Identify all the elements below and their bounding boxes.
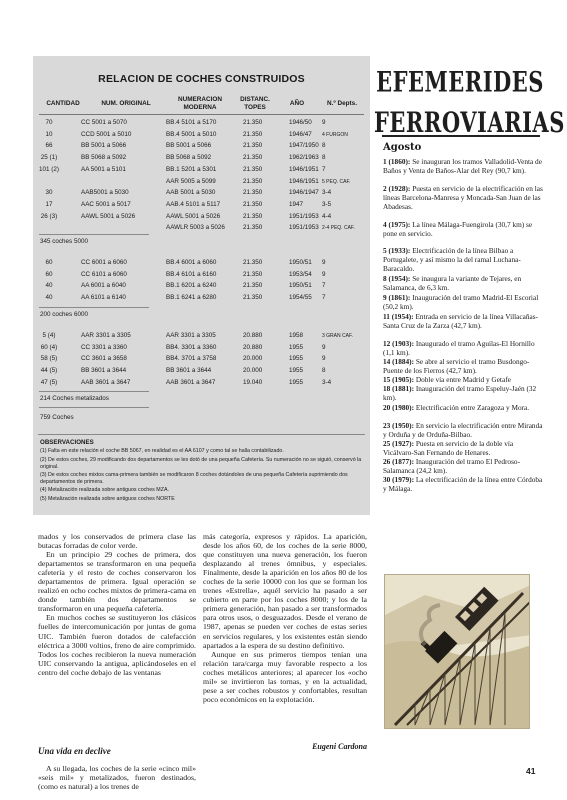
table-cell: 21.350: [243, 189, 263, 197]
table-cell: AAB 5001 a 5030: [166, 189, 216, 197]
table-row: [33, 223, 370, 233]
efemeride-item: [383, 247, 543, 273]
header-n-depts: N.º Depts.: [326, 100, 358, 107]
efemeride-item: [383, 313, 543, 331]
table-row: [33, 188, 370, 198]
efemeride-item: [383, 458, 543, 476]
efemeride-text: Inaugurado el tramo Aguilas-El Hornillo (1,1 km).: [383, 339, 535, 357]
observations-title: OBSERVACIONES: [40, 439, 94, 446]
efemeride-date: 23 (1950):: [383, 421, 415, 430]
table-cell: 26 (3): [40, 212, 58, 220]
author-signature: Eugeni Cardona: [312, 742, 367, 751]
article-paragraph: mados y los conservados de primera clase las butacas forradas de color verde.: [38, 532, 196, 551]
table-cell: 1946/47: [289, 130, 312, 138]
efemeride-item: [383, 385, 543, 403]
efemeride-item: [383, 404, 543, 413]
table-cell: BB.1 5201 a 5301: [166, 165, 217, 173]
table-cell: 30: [45, 189, 53, 197]
page-number: 41: [526, 766, 536, 776]
table-cell: BB.1 6201 a 6240: [166, 282, 217, 290]
table-cell: AAR 3301 a 3305: [81, 332, 131, 339]
summary-5000: 345 coches 5000: [40, 238, 88, 245]
efemeride-item: [383, 185, 543, 211]
article-paragraph: más categoría, expresos y rápidos. La aparición, desde los años 60, de los coches de la serie 8000, que constituyen una nueva generación, los fueron desplazando al trenes ómnibus, y especiales. Finalmente, desde la aparición en los años 80 de los coches de la serie 10000 con los que se forman los trenes «Estrella», aquél servicio ha pasado a ser cubierto en parte por los coches 8000; y los de la primera generación, han pasado a ser transformados para otros usos, o desguazados. Desde el verano de 1987, apenas se pueden ver coches de estas series en servicios regulares, y los existentes están siendo apartados a la espera de su destino definitivo.: [203, 532, 367, 650]
table-cell: 1958: [289, 332, 304, 339]
note-1: (1) Falta en este relación el coche BB 5067, en realidad es el AA 6107 y como tal se halla contabilizado.: [40, 448, 284, 454]
table-cell: AAB.4 5101 a 5117: [166, 200, 221, 208]
table-cell: BB4. 3701 a 3758: [166, 355, 217, 363]
article-paragraph: Aunque en sus primeros tiempos tenían una relación tara/carga muy favorable respecto a los coches metálicos anteriores; al aparecer los «ocho mil» se invirtieron las tornas, y en la actualidad, pese a ser coches robustos y confortables, resultan poco económicos en la explotación.: [203, 649, 367, 704]
table-cell: 21.350: [243, 270, 263, 278]
table-cell: 58 (5): [40, 355, 58, 363]
efemeride-text: Se inauguran los tramos Valladolid-Venta de Baños y Venta de Baños-Alar del Rey (90,7 km).: [383, 157, 542, 175]
table-cell: 4 FURGON: [322, 131, 348, 138]
table-cell: 21.350: [243, 282, 263, 290]
efemeride-date: 12 (1903):: [383, 339, 415, 348]
table-cell: 9: [322, 270, 326, 278]
article-column-2: [203, 532, 367, 704]
efemeride-date: 9 (1861):: [383, 293, 411, 302]
table-row: [33, 343, 370, 353]
table-cell: AAWLR 5003 a 5026: [166, 224, 225, 232]
table-cell: AAR 3301 a 3305: [166, 332, 216, 339]
table-cell: 19.040: [243, 378, 263, 386]
efemerides-month: Agosto: [383, 142, 422, 153]
separator: [39, 407, 149, 408]
efemeride-date: 18 (1881):: [383, 384, 415, 393]
efemeride-text: La electrificación de la línea entre Córdoba y Málaga.: [383, 475, 543, 493]
funicular-train-icon: [385, 575, 530, 729]
efemerides-title-line2: FERROVIARIAS: [374, 105, 565, 139]
table-cell: 21.350: [243, 224, 263, 232]
table-cell: 8: [322, 154, 326, 162]
table-cell: 60 (4): [40, 343, 58, 351]
table-cell: 1950/51: [289, 259, 312, 266]
table-cell: BB 5001 a 5066: [166, 142, 212, 150]
table-cell: 3-4: [322, 189, 332, 197]
table-cell: 1947/1950: [289, 142, 319, 150]
efemeride-item: [383, 294, 543, 312]
table-cell: AAWL 5001 a 5026: [166, 212, 221, 220]
table-cell: BB 3601 a 3644: [81, 367, 127, 375]
efemeride-item: [383, 340, 543, 358]
table-row: [33, 366, 370, 376]
table-row: [33, 258, 370, 268]
efemeride-text: Electrificación entre Zaragoza y Mora.: [415, 403, 530, 412]
header-cantidad: CANTIDAD: [46, 100, 80, 107]
table-cell: CC 3601 a 3658: [81, 355, 127, 363]
table-cell: 1950/51: [289, 282, 312, 290]
table-cell: 9: [322, 355, 326, 363]
table-cell: 3-5: [322, 200, 332, 208]
table-cell: 8: [322, 142, 326, 150]
table-cell: 21.350: [243, 294, 263, 302]
table-cell: BB 5068 a 5092: [166, 154, 212, 162]
article-paragraph: En un principio 29 coches de primera, dos departamentos se transformaron en una pequeña cafetería y el resto de coches conservaron los departamentos de primera. Igual operación se realizó en ocho coches mixtos de primera-cama en donde también dos departamentos se transformaron en una pequeña cafetería.: [38, 550, 196, 614]
efemeride-text: Se abre al servicio el tramo Busdongo-Puente de los Fierros (42,7 km).: [383, 357, 530, 375]
table-cell: 7: [322, 165, 326, 173]
table-cell: AAB 3601 a 3647: [166, 378, 216, 386]
article-paragraph: En muchos coches se sustituyeron los clásicos fuelles de intercomunicación por juntas de goma UIC. También fueron dotados de calefacción eléctrica a 3000 voltios, freno de aire comprimido. Todos los coches recibieron la nueva numeración UIC conservando la antigua, aplicándoseles en el centro del coche debajo de las ventanas: [38, 613, 196, 677]
efemeride-date: 15 (1905):: [383, 375, 415, 384]
table-row: [33, 153, 370, 163]
table-cell: 60: [45, 270, 53, 278]
table-row: [33, 165, 370, 175]
efemerides-panel: [374, 56, 565, 520]
table-row: [33, 331, 370, 341]
efemeride-text: Puesta en servicio de la electrificación en las líneas Barcelona-Manresa y Moncada-San Juan de las Abadesas.: [383, 184, 543, 211]
table-cell: 10: [45, 130, 53, 138]
table-cell: 101 (2): [39, 165, 59, 173]
table-row: [33, 200, 370, 210]
table-cell: 1955: [289, 343, 304, 351]
efemeride-date: 14 (1884):: [383, 357, 415, 366]
article-paragraph: A su llegada, los coches de la serie «cinco mil» «seis mil» y metalizados, fueron destinados, (como es natural) a los trenes de: [38, 764, 196, 792]
efemerides-title: [374, 62, 565, 143]
table-cell: 40: [45, 282, 53, 290]
efemeride-item: [383, 440, 543, 458]
note-2: (2) De estos coches, 29 modificando dos departamentos se les dotó de una pequeña Cafetería. Su numeración no se siguió, conservó la original.: [40, 457, 362, 470]
table-cell: BB 3601 a 3644: [166, 367, 212, 375]
efemeride-date: 5 (1933):: [383, 246, 411, 255]
separator: [39, 234, 149, 235]
efemeride-text: Inauguración del tramo Madrid-El Escorial (50,2 km).: [383, 293, 539, 311]
table-cell: AA 6101 a 6140: [81, 294, 126, 302]
table-cell: 1954/55: [289, 294, 312, 302]
table-cell: 4-4: [322, 212, 332, 220]
table-row: [33, 212, 370, 222]
table-cell: AAC 5001 a 5017: [81, 200, 131, 208]
table-cell: 1947: [289, 200, 304, 208]
table-cell: BB.4 6001 a 6060: [166, 259, 217, 266]
table-row: [33, 354, 370, 364]
efemerides-title-line1: EFEMERIDES: [376, 64, 544, 99]
table-cell: AAWL 5001 a 5026: [81, 212, 136, 220]
table-cell: 1951/1953: [289, 212, 319, 220]
table-cell: 25 (1): [40, 154, 58, 162]
header-divider: [39, 114, 364, 115]
table-cell: 17: [45, 200, 53, 208]
table-cell: BB 5001 a 5066: [81, 142, 127, 150]
table-cell: 5 PEQ. CAF.: [322, 178, 351, 185]
article-column-1-continued: [38, 764, 196, 791]
table-cell: 66: [45, 142, 53, 150]
table-cell: 9: [322, 119, 326, 126]
table-cell: 1946/1947: [289, 189, 319, 197]
table-cell: AA 6001 a 6040: [81, 282, 126, 290]
efemeride-text: La línea Málaga-Fuengirola (30,7 km) se pone en servicio.: [383, 220, 533, 238]
note-5: (5) Metalización realizada sobre antiguos coches NORTE: [40, 496, 175, 502]
table-cell: 21.350: [243, 142, 263, 150]
summary-metalizados: 214 Coches metalizados: [40, 395, 109, 402]
header-numeracion-moderna: NUMERACION MODERNA: [177, 96, 223, 111]
table-cell: 5 (4): [42, 332, 56, 339]
efemeride-item: [383, 476, 543, 494]
observations-box: [38, 434, 365, 512]
table-cell: 21.350: [243, 200, 263, 208]
efemeride-text: Se inaugura la variante de Tejares, en Salamanca, de 6,3 km.: [383, 274, 522, 292]
table-cell: 1955: [289, 378, 304, 386]
table-cell: 9: [322, 343, 326, 351]
efemeride-date: 2 (1928):: [383, 184, 411, 193]
efemeride-item: [383, 422, 543, 440]
coaches-table-panel: [33, 56, 370, 515]
efemeride-text: En servicio la electrificación entre Miranda y Orduña y de Orduña-Bilbao.: [383, 421, 543, 439]
separator: [39, 391, 149, 392]
header-ano: AÑO: [289, 100, 305, 107]
table-title: RELACION DE COCHES CONSTRUIDOS: [98, 73, 305, 85]
table-cell: CC 3301 a 3360: [81, 343, 127, 351]
table-cell: 21.350: [243, 154, 263, 162]
table-cell: 20.000: [243, 355, 263, 363]
table-cell: BB 5068 a 5092: [81, 154, 127, 162]
table-row: [33, 281, 370, 291]
table-cell: 7: [322, 282, 326, 290]
table-cell: 70: [45, 119, 53, 126]
table-cell: 7: [322, 294, 326, 302]
table-cell: 20.880: [243, 332, 263, 339]
efemeride-date: 20 (1980):: [383, 403, 415, 412]
table-cell: 60: [45, 259, 53, 266]
header-distanc-topes: DISTANC. TOPES: [240, 96, 270, 111]
efemeride-date: 1 (1860):: [383, 157, 411, 166]
separator: [39, 307, 149, 308]
table-cell: 1955: [289, 355, 304, 363]
header-num-original: NUM. ORIGINAL: [101, 100, 151, 107]
efemeride-text: Puesta en servicio de la doble vía Vicálvaro-San Fernando de Henares.: [383, 439, 514, 457]
efemeride-text: Entrada en servicio de la línea Villacañas-Santa Cruz de la Zarza (42,7 km).: [383, 312, 539, 330]
table-cell: BB.4 5001 a 5010: [166, 130, 217, 138]
table-cell: AAB5001 a 5030: [81, 189, 129, 197]
table-row: [33, 293, 370, 303]
efemeride-date: 8 (1954):: [383, 274, 411, 283]
table-cell: 40: [45, 294, 53, 302]
table-cell: 20.880: [243, 343, 263, 351]
table-cell: CCD 5001 a 5010: [81, 130, 132, 138]
table-row: [33, 177, 370, 187]
funicular-illustration: [384, 574, 530, 729]
table-row: [33, 118, 370, 128]
table-cell: 21.350: [243, 212, 263, 220]
table-cell: AAB 3601 a 3647: [81, 378, 131, 386]
efemeride-text: Electrificación de la línea Bilbao a Portugalete, y así mismo la del ramal Luchana-Baracaldo.: [383, 246, 521, 273]
table-cell: CC 6001 a 6060: [81, 259, 127, 266]
article-column-1: [38, 532, 196, 677]
table-cell: BB.4 6101 a 6160: [166, 270, 217, 278]
efemerides-rule: [382, 135, 540, 137]
table-cell: 21.350: [243, 165, 263, 173]
efemeride-date: 25 (1927):: [383, 439, 415, 448]
table-cell: 1962/1963: [289, 154, 319, 162]
note-3: (3) De estos coches mixtos cama-primera también se modificaron 8 coches dotándoles de una pequeña Cafetería suprimiendo dos departamentos de primera.: [40, 472, 348, 485]
table-cell: 9: [322, 259, 326, 266]
table-cell: 3-4: [322, 378, 332, 386]
table-cell: BB4. 3301 a 3360: [166, 343, 217, 351]
efemeride-item: [383, 158, 543, 176]
efemeride-text: Doble vía entre Madrid y Getafe: [415, 375, 511, 384]
table-cell: AA 5001 a 5101: [81, 165, 126, 173]
table-cell: 3 GRAN CAF.: [322, 333, 353, 339]
table-cell: 21.350: [243, 259, 263, 266]
table-row: [33, 141, 370, 151]
table-cell: 1946/1951: [289, 177, 319, 185]
table-cell: 8: [322, 367, 326, 375]
table-cell: 1946/50: [289, 119, 312, 126]
article-subheading: Una vida en declive: [38, 746, 111, 756]
table-row: [33, 378, 370, 388]
table-cell: BB.4 5101 a 5170: [166, 119, 217, 126]
table-row: [33, 270, 370, 280]
table-cell: BB.1 6241 a 6280: [166, 294, 217, 302]
table-cell: 1946/1951: [289, 165, 319, 173]
efemeride-item: [383, 358, 543, 376]
efemeride-date: 30 (1979):: [383, 475, 415, 484]
table-cell: CC 6101 a 6060: [81, 270, 127, 278]
table-cell: CC 5001 a 5070: [81, 119, 127, 126]
summary-total: 759 Coches: [40, 414, 74, 421]
efemeride-date: 26 (1877):: [383, 457, 415, 466]
table-cell: 21.350: [243, 119, 263, 126]
table-cell: 1951/1953: [289, 224, 319, 232]
table-cell: AAR 5005 a 5099: [166, 177, 216, 185]
note-4: (4) Metalización realizada sobre antiguos coches MZA.: [40, 487, 169, 493]
efemeride-date: 4 (1975):: [383, 220, 411, 229]
summary-6000: 200 coches 6000: [40, 311, 88, 318]
efemeride-date: 11 (1954):: [383, 312, 414, 321]
table-row: [33, 130, 370, 140]
table-cell: 21.350: [243, 177, 263, 185]
efemeride-item: [383, 221, 543, 239]
table-cell: 1953/54: [289, 270, 312, 278]
efemeride-text: Inauguración del tramo Espeluy-Jaén (32 km).: [383, 384, 537, 402]
efemeride-item: [383, 275, 543, 293]
table-cell: 44 (5): [40, 367, 58, 375]
efemeride-text: Inauguración del tramo El Pedroso-Salamanca (24,2 km).: [383, 457, 520, 475]
table-cell: 1955: [289, 367, 304, 375]
table-cell: 47 (5): [40, 378, 58, 386]
table-cell: 21.350: [243, 130, 263, 138]
table-cell: 20.000: [243, 367, 263, 375]
table-cell: 2-4 PEQ. CAF.: [322, 225, 355, 232]
